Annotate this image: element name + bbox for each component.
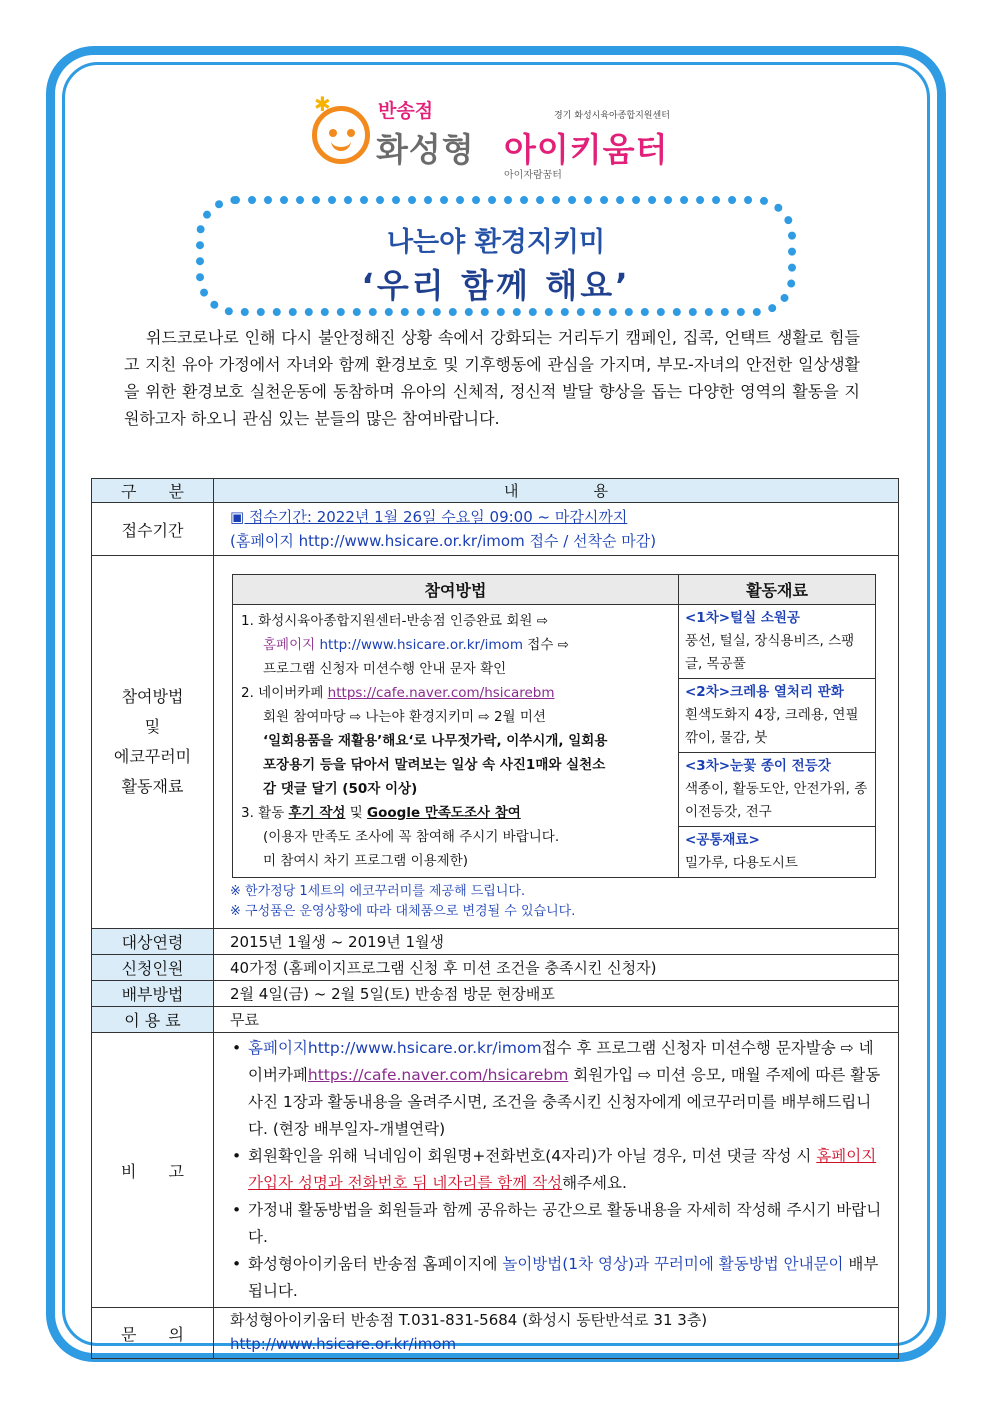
step3-mid: 및 — [345, 805, 368, 821]
applicants-label: 신청인원 — [92, 955, 214, 981]
title-box — [196, 196, 796, 316]
remark-2: • 회원확인을 위해 닉네임이 회원명+전화번호(4자리)가 아닐 경우, 미션 댓글 작성 시 홈페이지 가입자 성명과 전화번호 뒤 네자리를 함께 작성해주세요. — [232, 1147, 877, 1192]
step2-d: 포장용기 등을 닦아서 말려보는 일상 속 사진1매와 실천소 — [263, 757, 606, 773]
logo — [308, 88, 708, 188]
material-1-body: 풍선, 털실, 장식용비즈, 스팽글, 목공풀 — [685, 633, 855, 672]
footnote-1: ※ 한가정당 1세트의 에코꾸러미를 제공해 드립니다. — [230, 884, 526, 899]
step3-review: 후기 작성 — [288, 805, 346, 821]
remark-2-highlight: 홈페이지 가입자 성명과 전화번호 뒤 네자리를 함께 작성 — [248, 1147, 877, 1192]
age-label: 대상연령 — [92, 929, 214, 955]
reception-homepage: (홈페이지 http://www.hsicare.or.kr/imom 접수 / 선착순 마감) — [230, 532, 657, 550]
remark-3: • 가정내 활동방법을 회원들과 함께 공유하는 공간으로 활동내용을 자세히 작성해 주시기 바랍니다. — [232, 1201, 882, 1246]
step1-homepage: 홈페이지 — [263, 637, 316, 653]
participation-label-3: 에코꾸러미 — [113, 747, 192, 766]
participation-label-4: 활동재료 — [121, 777, 184, 796]
title-line1: 나는야 환경지키미 — [386, 227, 606, 258]
step3-survey: Google 만족도조사 참여 — [367, 805, 521, 821]
remark-1: • 홈페이지http://www.hsicare.or.kr/imom접수 후 프로그램 신청자 미션수행 문자발송 ⇨ 네이버카페https://cafe.naver.com/hsicarebm 회원가입 ⇨ 미션 응모, 매월 주제에 따른 활동사진 1장과 활동내용을 올려주시면, 조건을 충족시킨 신청자에게 에코꾸러미를 배부해드립니다. (현장 배부일자-개별연락) — [232, 1039, 881, 1138]
intro-paragraph: 위드코로나로 인해 다시 불안정해진 상황 속에서 강화되는 거리두기 캠페인, 집콕, 언택트 생활로 힘들고 지친 유아 가정에서 자녀와 함께 환경보호 및 기후행동에 관심을 가지며, 부모-자녀의 안전한 일상생활을 위한 환경보호 실천운동에 동참하며 유아의 신체적, 정신적 발달 향상을 돕는 다양한 영역의 활동을 지원하고자 하오니 관심 있는 분들의 많은 참여바랍니다. — [124, 328, 860, 428]
distribution-label: 배부방법 — [92, 981, 214, 1007]
method-steps — [233, 605, 679, 878]
participation-table — [232, 574, 876, 878]
step2-c: ‘일회용품을 재활용’해요‘로 나무젓가락, 이쑤시개, 일회용 — [263, 733, 608, 749]
participation-label-1: 참여방법 — [121, 687, 184, 706]
remark-2-pre: 회원확인을 위해 닉네임이 회원명+전화번호(4자리)가 아닐 경우, 미션 댓글 작성 시 — [248, 1147, 817, 1165]
step2-b: 회원 참여마당 ⇨ 나는야 환경지키미 ⇨ 2월 미션 — [263, 709, 546, 725]
logo-branch: 반송점 — [378, 100, 434, 122]
col-material: 활동재료 — [679, 575, 876, 605]
header-content: 내 용 — [214, 479, 899, 503]
inquiry-url[interactable]: http://www.hsicare.or.kr/imom — [230, 1335, 457, 1353]
step1-url[interactable]: http://www.hsicare.or.kr/imom — [315, 637, 523, 653]
step1-post: 접수 ⇨ — [522, 637, 569, 653]
fee-value: 무료 — [214, 1007, 899, 1033]
material-3 — [679, 753, 876, 827]
remark-1-cafe-link[interactable]: https://cafe.naver.com/hsicarebm — [307, 1066, 569, 1084]
logo-name-part2: 아이키움터 — [504, 130, 669, 169]
remark-1-url[interactable]: http://www.hsicare.or.kr/imom — [307, 1039, 542, 1057]
distribution-value: 2월 4일(금) ~ 2월 5일(토) 반송점 방문 현장배포 — [214, 981, 899, 1007]
inquiry-label: 문 의 — [92, 1308, 214, 1359]
title-line2: ‘우리 함께 해요’ — [361, 266, 631, 305]
footnote-2: ※ 구성품은 운영상황에 따라 대체품으로 변경될 수 있습니다. — [230, 904, 576, 919]
step3-b: (이용자 만족도 조사에 꼭 참여해 주시기 바랍니다. — [263, 829, 560, 845]
step3-pre: 3. 활동 — [241, 805, 289, 821]
remark-1-post: 회원가입 ⇨ 미션 응모, 매월 주제에 따른 활동사진 1장과 활동내용을 올려주시면, 조건을 충족시킨 신청자에게 에코꾸러미를 배부해드립니다. (현장 배부일자-개별연락) — [248, 1066, 881, 1138]
age-value: 2015년 1월생 ~ 2019년 1월생 — [214, 929, 899, 955]
material-2-body: 흰색도화지 4장, 크레용, 연필깎이, 물감, 붓 — [685, 707, 859, 746]
remark-2-post: 해주세요. — [562, 1174, 627, 1192]
remark-4: • 화성형아이키움터 반송점 홈페이지에 놀이방법(1차 영상)과 꾸러미에 활동방법 안내문이 배부됩니다. — [232, 1255, 879, 1300]
step2-pre: 2. 네이버카페 — [241, 685, 328, 701]
info-table — [91, 478, 899, 1359]
remarks-label: 비 고 — [92, 1033, 214, 1308]
inquiry-contact: 화성형아이키움터 반송점 T.031-831-5684 (화성시 동탄반석로 31 3층) — [230, 1311, 708, 1329]
remark-4-post: 배부됩니다. — [248, 1255, 879, 1300]
material-2-title: <2차>크레용 열처리 판화 — [685, 684, 844, 700]
remark-3-text: 가정내 활동방법을 회원들과 함께 공유하는 공간으로 활동내용을 자세히 작성해 주시기 바랍니다. — [248, 1201, 882, 1246]
material-2 — [679, 679, 876, 753]
remark-1-homepage: 홈페이지 — [248, 1039, 308, 1057]
remark-1-mid: 접수 후 프로그램 신청자 미션수행 문자발송 ⇨ 네이버카페 — [248, 1039, 874, 1084]
step2-e: 감 댓글 달기 (50자 이상) — [263, 781, 418, 797]
material-1 — [679, 605, 876, 679]
star-icon: ✱ — [314, 92, 331, 116]
fee-label: 이 용 료 — [92, 1007, 214, 1033]
step2-cafe-link[interactable]: https://cafe.naver.com/hsicarebm — [327, 685, 555, 701]
step1-c: 프로그램 신청자 미션수행 안내 문자 확인 — [263, 661, 507, 677]
material-common-body: 밀가루, 다용도시트 — [685, 855, 798, 871]
logo-center-name: 경기 화성시육아종합지원센터 — [554, 111, 670, 121]
remark-4-pre: 화성형아이키움터 반송점 홈페이지에 — [248, 1255, 503, 1273]
remark-4-highlight: 놀이방법(1차 영상)과 꾸러미에 활동방법 안내문이 — [502, 1255, 844, 1273]
material-common-title: <공통재료> — [685, 832, 760, 848]
remarks-list — [230, 1035, 882, 1305]
logo-name-part1: 화성형 — [376, 130, 475, 169]
participation-label-2: 및 — [144, 717, 161, 736]
material-common — [679, 827, 876, 878]
reception-period: ▣ 접수기간: 2022년 1월 26일 수요일 09:00 ~ 마감시까지 — [230, 508, 628, 526]
material-3-body: 색종이, 활동도안, 안전가위, 종이전등갓, 전구 — [685, 781, 868, 820]
step1-a: 1. 화성시육아종합지원센터-반송점 인증완료 회원 ⇨ — [241, 613, 549, 629]
step3-c: 미 참여시 차기 프로그램 이용제한) — [263, 853, 469, 869]
reception-label: 접수기간 — [92, 503, 214, 556]
applicants-value: 40가정 (홈페이지프로그램 신청 후 미션 조건을 충족시킨 신청자) — [214, 955, 899, 981]
header-label: 구 분 — [92, 479, 214, 503]
logo-subtitle: 아이자람꿈터 — [504, 170, 562, 181]
material-3-title: <3차>눈꽃 종이 전등갓 — [685, 758, 831, 774]
col-method: 참여방법 — [233, 575, 679, 605]
material-1-title: <1차>털실 소원공 — [685, 610, 800, 626]
child-face-icon — [312, 106, 370, 164]
